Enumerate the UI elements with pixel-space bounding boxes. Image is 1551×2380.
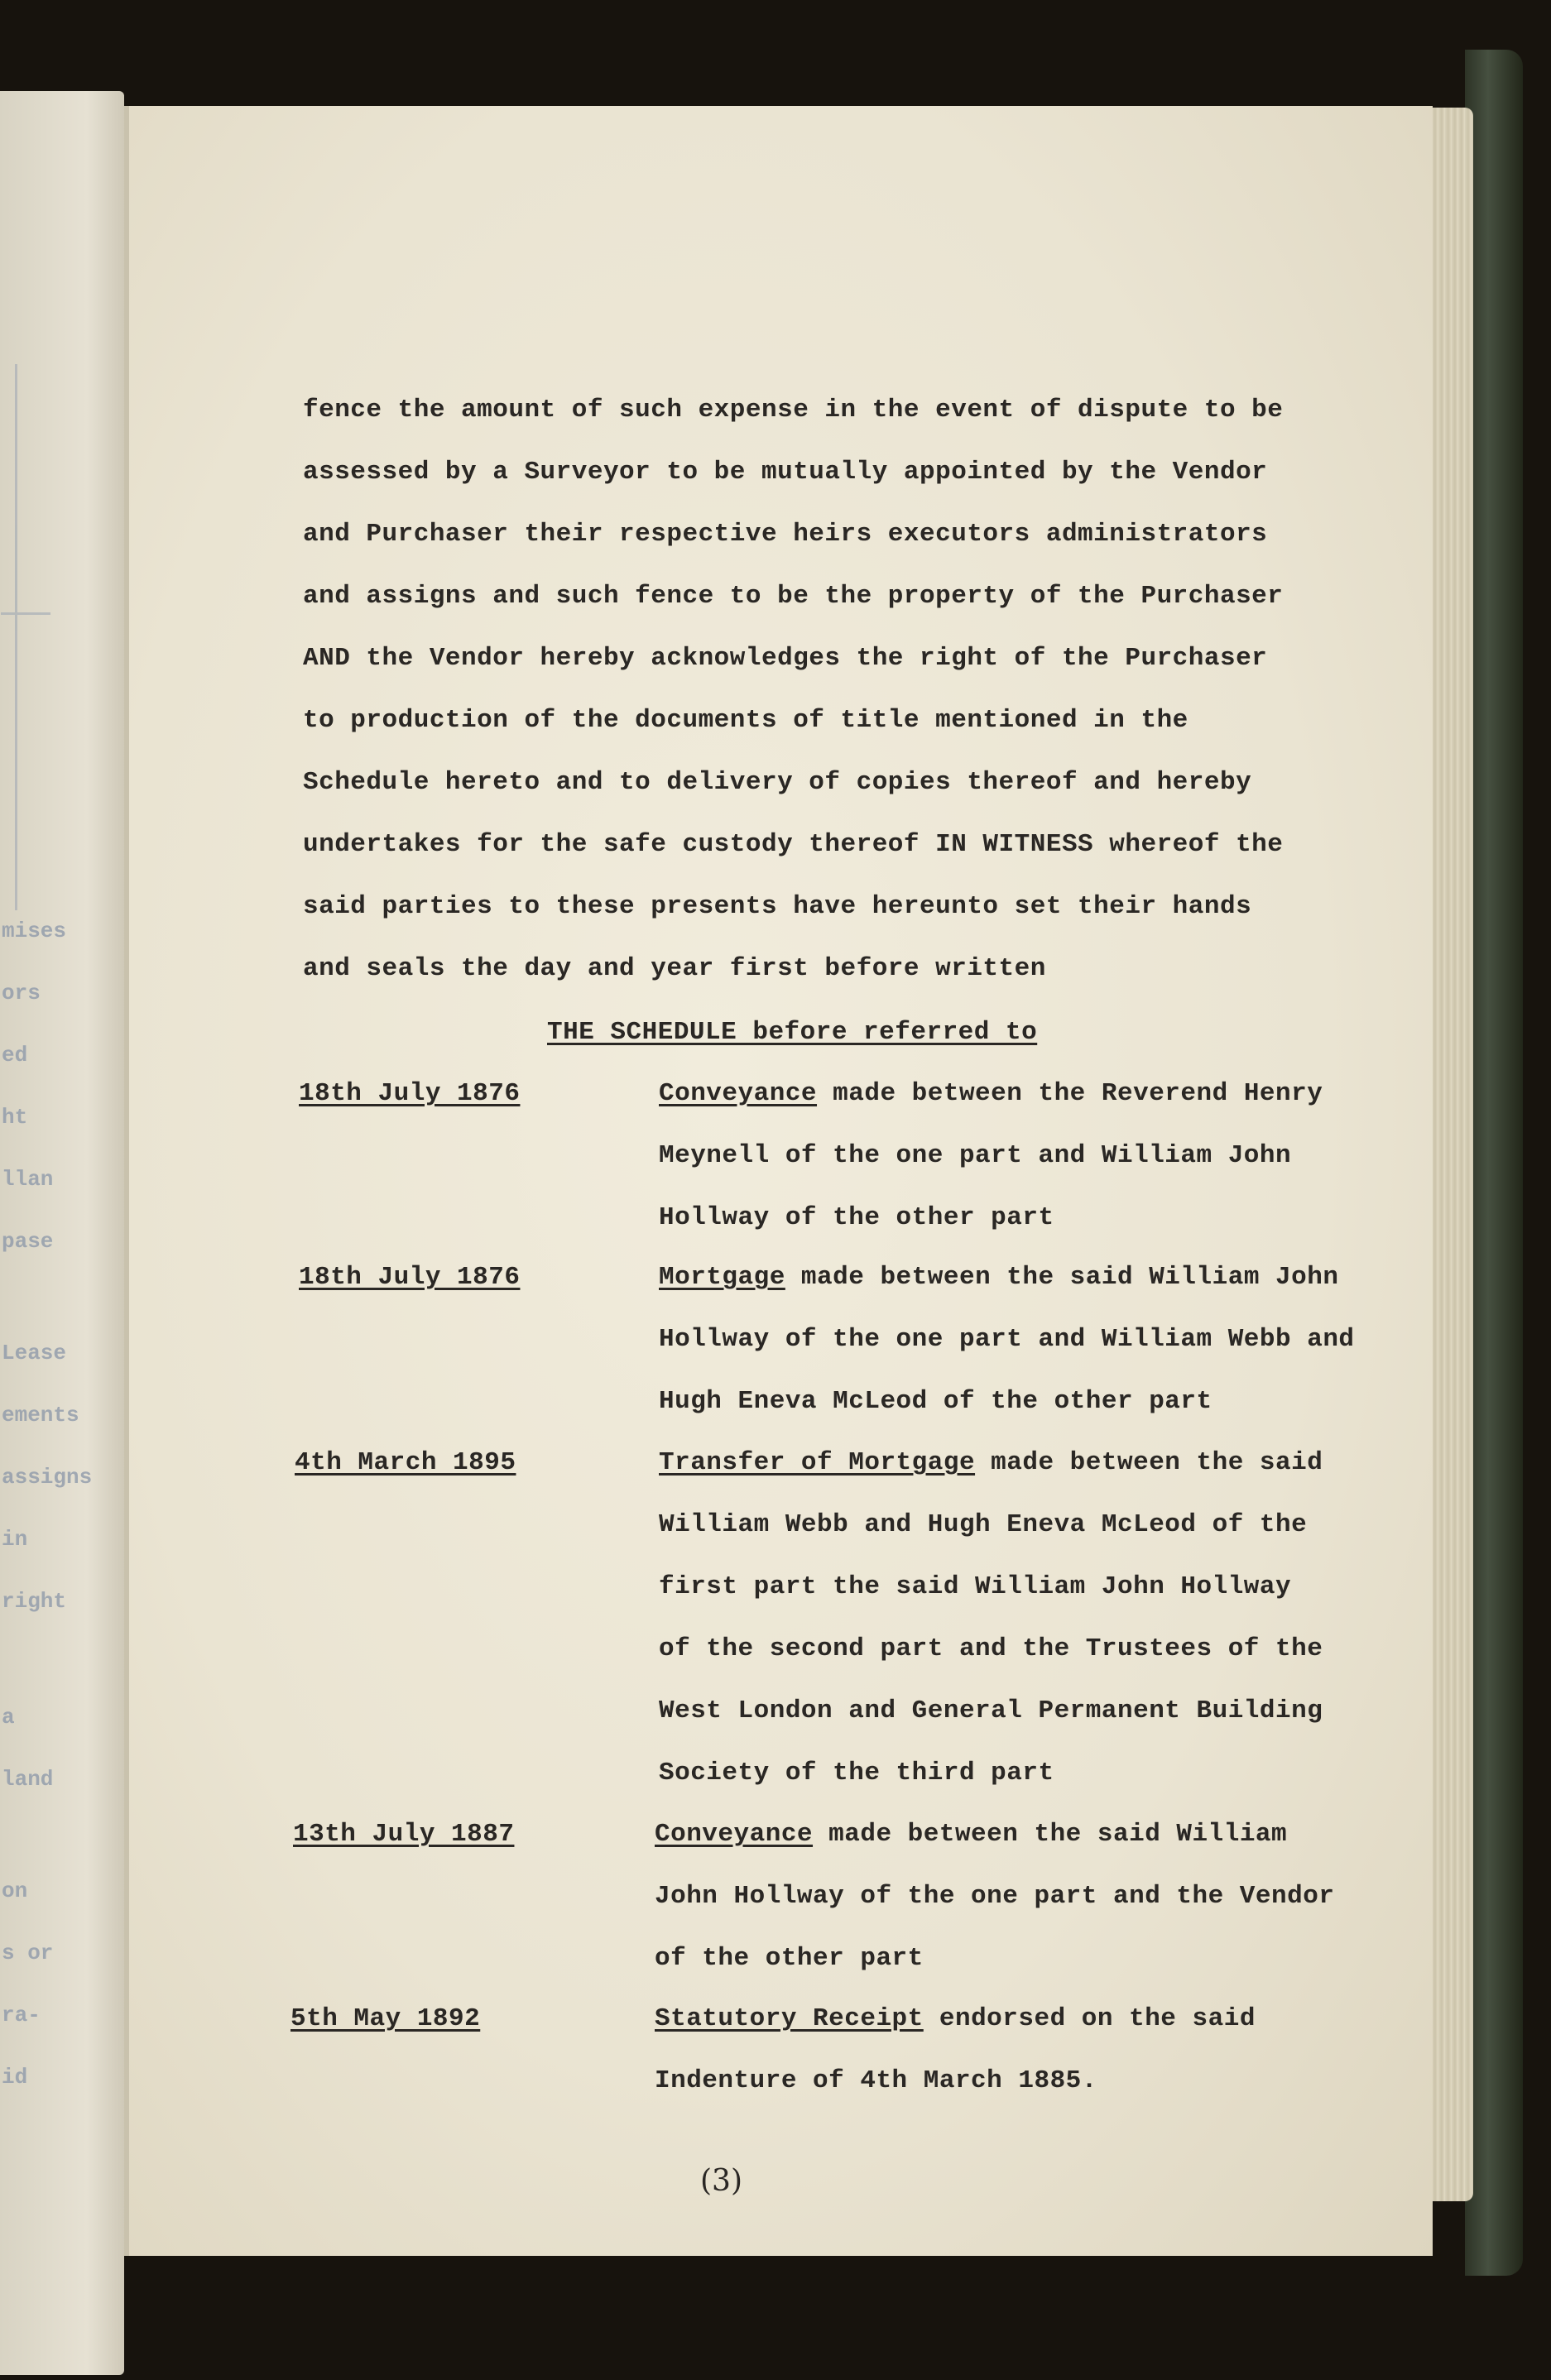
body-line: undertakes for the safe custody thereof IN WITNESS whereof the	[303, 830, 1284, 859]
schedule-entry-line: William Webb and Hugh Eneva McLeod of the	[659, 1510, 1308, 1539]
body-line: Schedule hereto and to delivery of copies thereof and hereby	[303, 768, 1252, 797]
schedule-entry-text: made between the Reverend Henry	[817, 1079, 1323, 1108]
schedule-date: 18th July 1876	[299, 1263, 521, 1292]
left-fragment: Lease	[2, 1341, 67, 1365]
schedule-entry-line: Hollway of the other part	[659, 1203, 1054, 1232]
schedule-entry-line: Meynell of the one part and William John	[659, 1141, 1292, 1170]
left-fragment: s or	[2, 1941, 54, 1965]
schedule-entry-first-line	[655, 2006, 1256, 2032]
schedule-entry-first-line	[659, 1081, 1323, 1106]
body-line: assessed by a Surveyor to be mutually appointed by the Vendor	[303, 458, 1268, 487]
left-fragment: ra-	[2, 2003, 41, 2027]
schedule-doc-type: Transfer of Mortgage	[659, 1448, 976, 1477]
schedule-heading: THE SCHEDULE before referred to	[547, 1018, 1038, 1047]
book-cover-edge	[1465, 50, 1523, 2276]
facing-page-left	[0, 91, 124, 2375]
schedule-entry-line: West London and General Permanent Building	[659, 1696, 1323, 1725]
schedule-entry-line: Hugh Eneva McLeod of the other part	[659, 1387, 1212, 1416]
body-line: AND the Vendor hereby acknowledges the right of the Purchaser	[303, 644, 1268, 673]
left-fragment: on	[2, 1879, 28, 1903]
left-fragment: ors	[2, 981, 41, 1005]
left-fragment: llan	[2, 1167, 54, 1192]
schedule-date: 18th July 1876	[299, 1079, 521, 1108]
left-fragment: ements	[2, 1403, 79, 1428]
schedule-entry-text: endorsed on the said	[923, 2004, 1256, 2033]
body-line: and seals the day and year first before written	[303, 954, 1046, 983]
schedule-entry-line: of the other part	[655, 1944, 924, 1973]
schedule-date: 5th May 1892	[291, 2004, 481, 2033]
schedule-entry-line: Hollway of the one part and William Webb and	[659, 1325, 1355, 1354]
left-fragment: right	[2, 1589, 67, 1614]
body-line: said parties to these presents have hereunto set their hands	[303, 892, 1252, 921]
schedule-entry-text: made between the said William John	[785, 1263, 1339, 1292]
left-fragment: a	[2, 1705, 15, 1730]
schedule-entry-first-line	[659, 1450, 1323, 1476]
left-fragment: id	[2, 2065, 28, 2090]
body-line: to production of the documents of title mentioned in the	[303, 706, 1188, 735]
left-fragment: in	[2, 1527, 28, 1552]
ornament-icon	[15, 364, 50, 910]
schedule-entry-line: of the second part and the Trustees of the	[659, 1634, 1323, 1663]
schedule-entry-line: John Hollway of the one part and the Vendor	[655, 1882, 1335, 1911]
schedule-date: 13th July 1887	[293, 1820, 515, 1849]
schedule-entry-first-line	[655, 1821, 1287, 1847]
schedule-doc-type: Mortgage	[659, 1263, 785, 1292]
schedule-entry-text: made between the said William	[813, 1820, 1288, 1849]
document-page	[124, 106, 1433, 2256]
body-line: fence the amount of such expense in the event of dispute to be	[303, 396, 1284, 425]
body-line: and assigns and such fence to be the property of the Purchaser	[303, 582, 1284, 611]
page-number: (3)	[700, 2164, 742, 2198]
left-fragment: land	[2, 1767, 54, 1792]
left-fragment: mises	[2, 919, 67, 943]
schedule-doc-type: Conveyance	[655, 1820, 814, 1849]
schedule-entry-line: first part the said William John Hollway	[659, 1572, 1292, 1601]
left-fragment: assigns	[2, 1465, 93, 1490]
schedule-date: 4th March 1895	[295, 1448, 516, 1477]
body-line: and Purchaser their respective heirs executors administrators	[303, 520, 1268, 549]
schedule-entry-text: made between the said	[975, 1448, 1323, 1477]
left-fragment: ht	[2, 1105, 28, 1130]
schedule-entry-line: Indenture of 4th March 1885.	[655, 2066, 1097, 2095]
left-fragment: ed	[2, 1043, 28, 1068]
schedule-entry-line: Society of the third part	[659, 1759, 1054, 1787]
schedule-doc-type: Conveyance	[659, 1079, 818, 1108]
left-fragment: pase	[2, 1229, 54, 1254]
schedule-doc-type: Statutory Receipt	[655, 2004, 924, 2033]
schedule-entry-first-line	[659, 1264, 1338, 1290]
